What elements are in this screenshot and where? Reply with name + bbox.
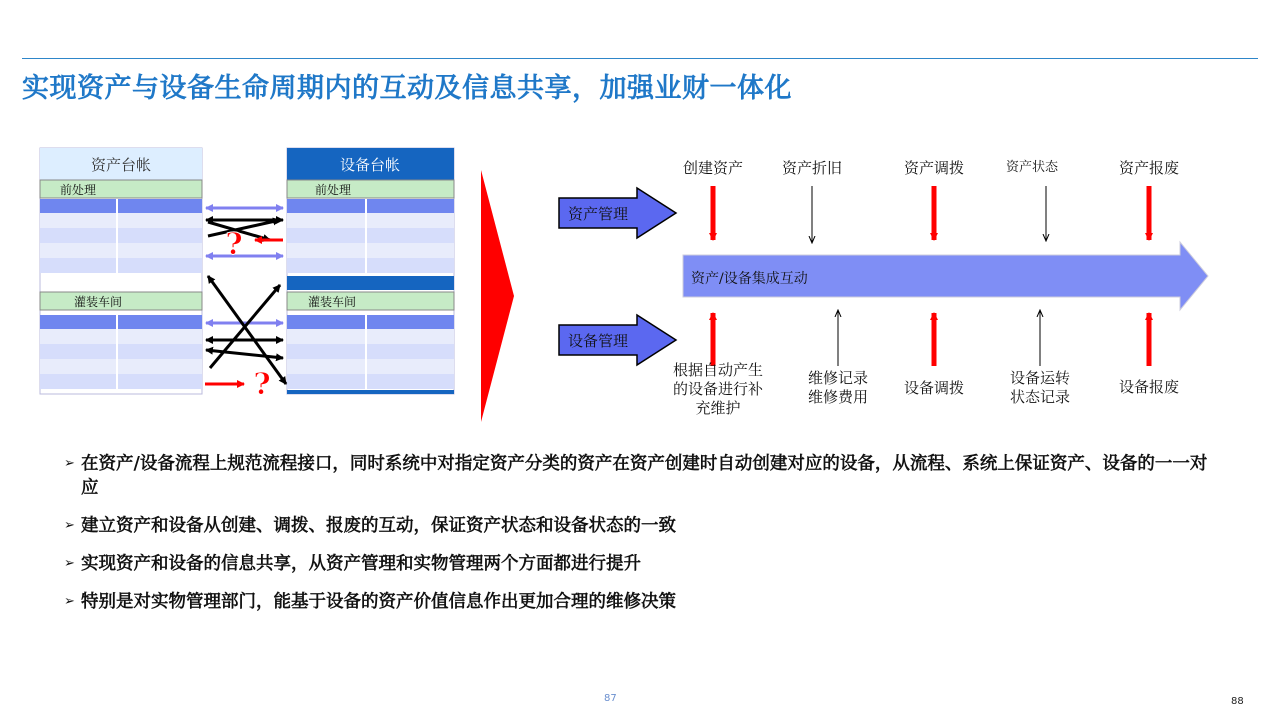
transition-arrow bbox=[481, 170, 514, 422]
event-asset-status: 资产状态 bbox=[1005, 160, 1059, 175]
event-equipment-scrap: 设备报废 bbox=[1118, 378, 1180, 396]
bullet-item bbox=[64, 590, 1214, 614]
bullet-marker-icon: ➢ bbox=[64, 456, 75, 471]
bullet-marker-icon: ➢ bbox=[64, 556, 75, 571]
top-events bbox=[683, 159, 1179, 243]
bullet-text: 特别是对实物管理部门，能基于设备的资产价值信息作出更加合理的维修决策 bbox=[81, 592, 676, 612]
equipment-ledger-header: 设备台帐 bbox=[339, 156, 401, 174]
event-create-asset: 创建资产 bbox=[682, 159, 744, 177]
event-auto-generated-l1: 根据自动产生 bbox=[672, 361, 764, 379]
event-equipment-transfer: 设备调拨 bbox=[903, 379, 965, 397]
event-operation-l2: 状态记录 bbox=[1009, 388, 1071, 406]
bullet-marker-icon: ➢ bbox=[64, 594, 75, 609]
event-auto-generated-l2: 的设备进行补 bbox=[672, 380, 764, 398]
asset-mgmt-arrow bbox=[559, 188, 676, 238]
event-operation-l1: 设备运转 bbox=[1009, 369, 1071, 387]
slide-title: 实现资产与设备生命周期内的互动及信息共享，加强业财一体化 bbox=[22, 73, 792, 104]
equipment-preprocess-label: 前处理 bbox=[315, 183, 352, 197]
integration-label: 资产/设备集成互动 bbox=[691, 271, 808, 287]
question-mark-top: ? bbox=[225, 227, 243, 262]
equipment-workshop-label: 灌装车间 bbox=[308, 295, 357, 309]
bottom-events bbox=[673, 310, 1179, 417]
event-maintenance-l2: 维修费用 bbox=[807, 388, 869, 406]
event-asset-transfer: 资产调拨 bbox=[903, 159, 965, 177]
equipment-ledger-table bbox=[287, 148, 454, 394]
bullet-text: 实现资产和设备的信息共享，从资产管理和实物管理两个方面都进行提升 bbox=[81, 554, 641, 574]
equipment-mgmt-label: 设备管理 bbox=[568, 332, 629, 350]
integration-arrow bbox=[683, 242, 1208, 310]
page-number-center: 87 bbox=[604, 693, 617, 704]
ledger-connectors bbox=[205, 208, 286, 402]
event-asset-scrap: 资产报废 bbox=[1118, 159, 1180, 177]
event-asset-depreciation: 资产折旧 bbox=[781, 159, 843, 177]
event-auto-generated-l3: 充维护 bbox=[695, 399, 741, 417]
question-mark-bottom: ? bbox=[253, 367, 271, 402]
asset-ledger-table bbox=[40, 148, 202, 394]
equipment-mgmt-arrow bbox=[559, 315, 676, 365]
bullet-marker-icon: ➢ bbox=[64, 518, 75, 533]
asset-ledger-header: 资产台帐 bbox=[90, 156, 152, 174]
bullet-text: 在资产/设备流程上规范流程接口，同时系统中对指定资产分类的资产在资产创建时自动创建对应的设备，从流程、系统上保证资产、设备的一一对应 bbox=[81, 454, 1208, 498]
page-number-right: 88 bbox=[1231, 696, 1244, 707]
bullet-item bbox=[64, 552, 1214, 576]
asset-preprocess-label: 前处理 bbox=[60, 183, 97, 197]
asset-mgmt-label: 资产管理 bbox=[568, 205, 629, 223]
event-maintenance-l1: 维修记录 bbox=[807, 369, 869, 387]
bullet-text: 建立资产和设备从创建、调拨、报废的互动，保证资产状态和设备状态的一致 bbox=[81, 516, 676, 536]
bullet-item bbox=[64, 452, 1214, 500]
bullet-item bbox=[64, 514, 1214, 538]
bullet-list bbox=[64, 452, 1214, 628]
asset-workshop-label: 灌装车间 bbox=[74, 295, 123, 309]
